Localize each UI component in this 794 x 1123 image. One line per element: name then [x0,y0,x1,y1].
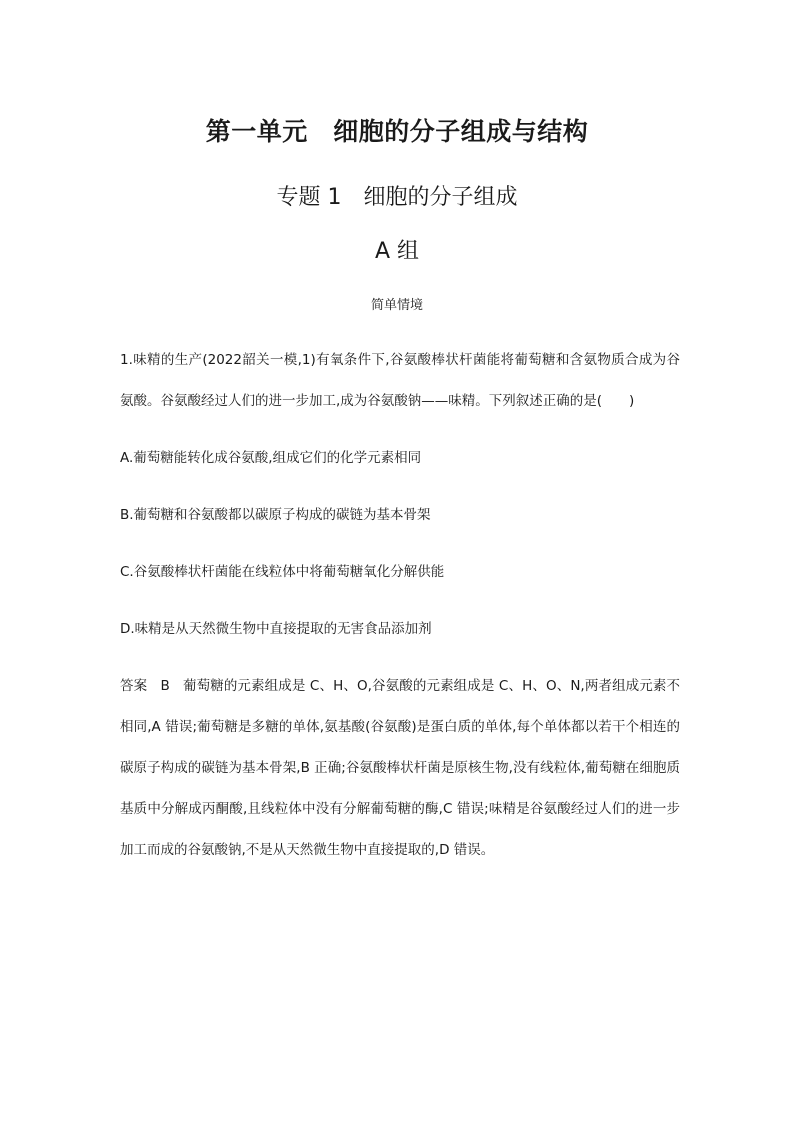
option-d: D.味精是从天然微生物中直接提取的无害食品添加剂 [120,621,432,637]
group-title: A 组 [374,239,420,264]
answer-explanation: 葡萄糖的元素组成是 C、H、O,谷氨酸的元素组成是 C、H、O、N,两者组成元素不相同,A 错误;葡萄糖是多糖的单体,氨基酸(谷氨酸)是蛋白质的单体,每个单体都以若干个相连的碳原子构成的碳链为基本骨架,B 正确;谷氨酸棒状杆菌是原核生物,没有线粒体,葡萄糖在细胞质基质中分解成丙酮酸,且线粒体中没有分解葡萄糖的酶,C 错误;味精是谷氨酸经过人们的进一步加工而成的谷氨酸钠,不是从天然微生物中直接提取的,D 错误。 [120,678,681,858]
section-label: 简单情境 [370,298,423,313]
question-stem: 1.味精的生产(2022韶关一模,1)有氧条件下,谷氨酸棒状杆菌能将葡萄糖和含氨物质合成为谷氨酸。谷氨酸经过人们的进一步加工,成为谷氨酸钠——味精。下列叙述正确的是( ) [120,352,680,409]
option-c: C.谷氨酸棒状杆菌能在线粒体中将葡萄糖氧化分解供能 [120,564,445,580]
unit-title: 第一单元 细胞的分子组成与结构 [205,117,589,146]
answer-label: 答案 [120,678,148,694]
answer-choice: B [160,678,170,694]
question-block [120,340,680,871]
option-a: A.葡萄糖能转化成谷氨酸,组成它们的化学元素相同 [120,450,422,466]
topic-title: 专题 1 细胞的分子组成 [276,185,518,210]
answer-paragraph [120,666,680,871]
option-b: B.葡萄糖和谷氨酸都以碳原子构成的碳链为基本骨架 [120,507,431,523]
